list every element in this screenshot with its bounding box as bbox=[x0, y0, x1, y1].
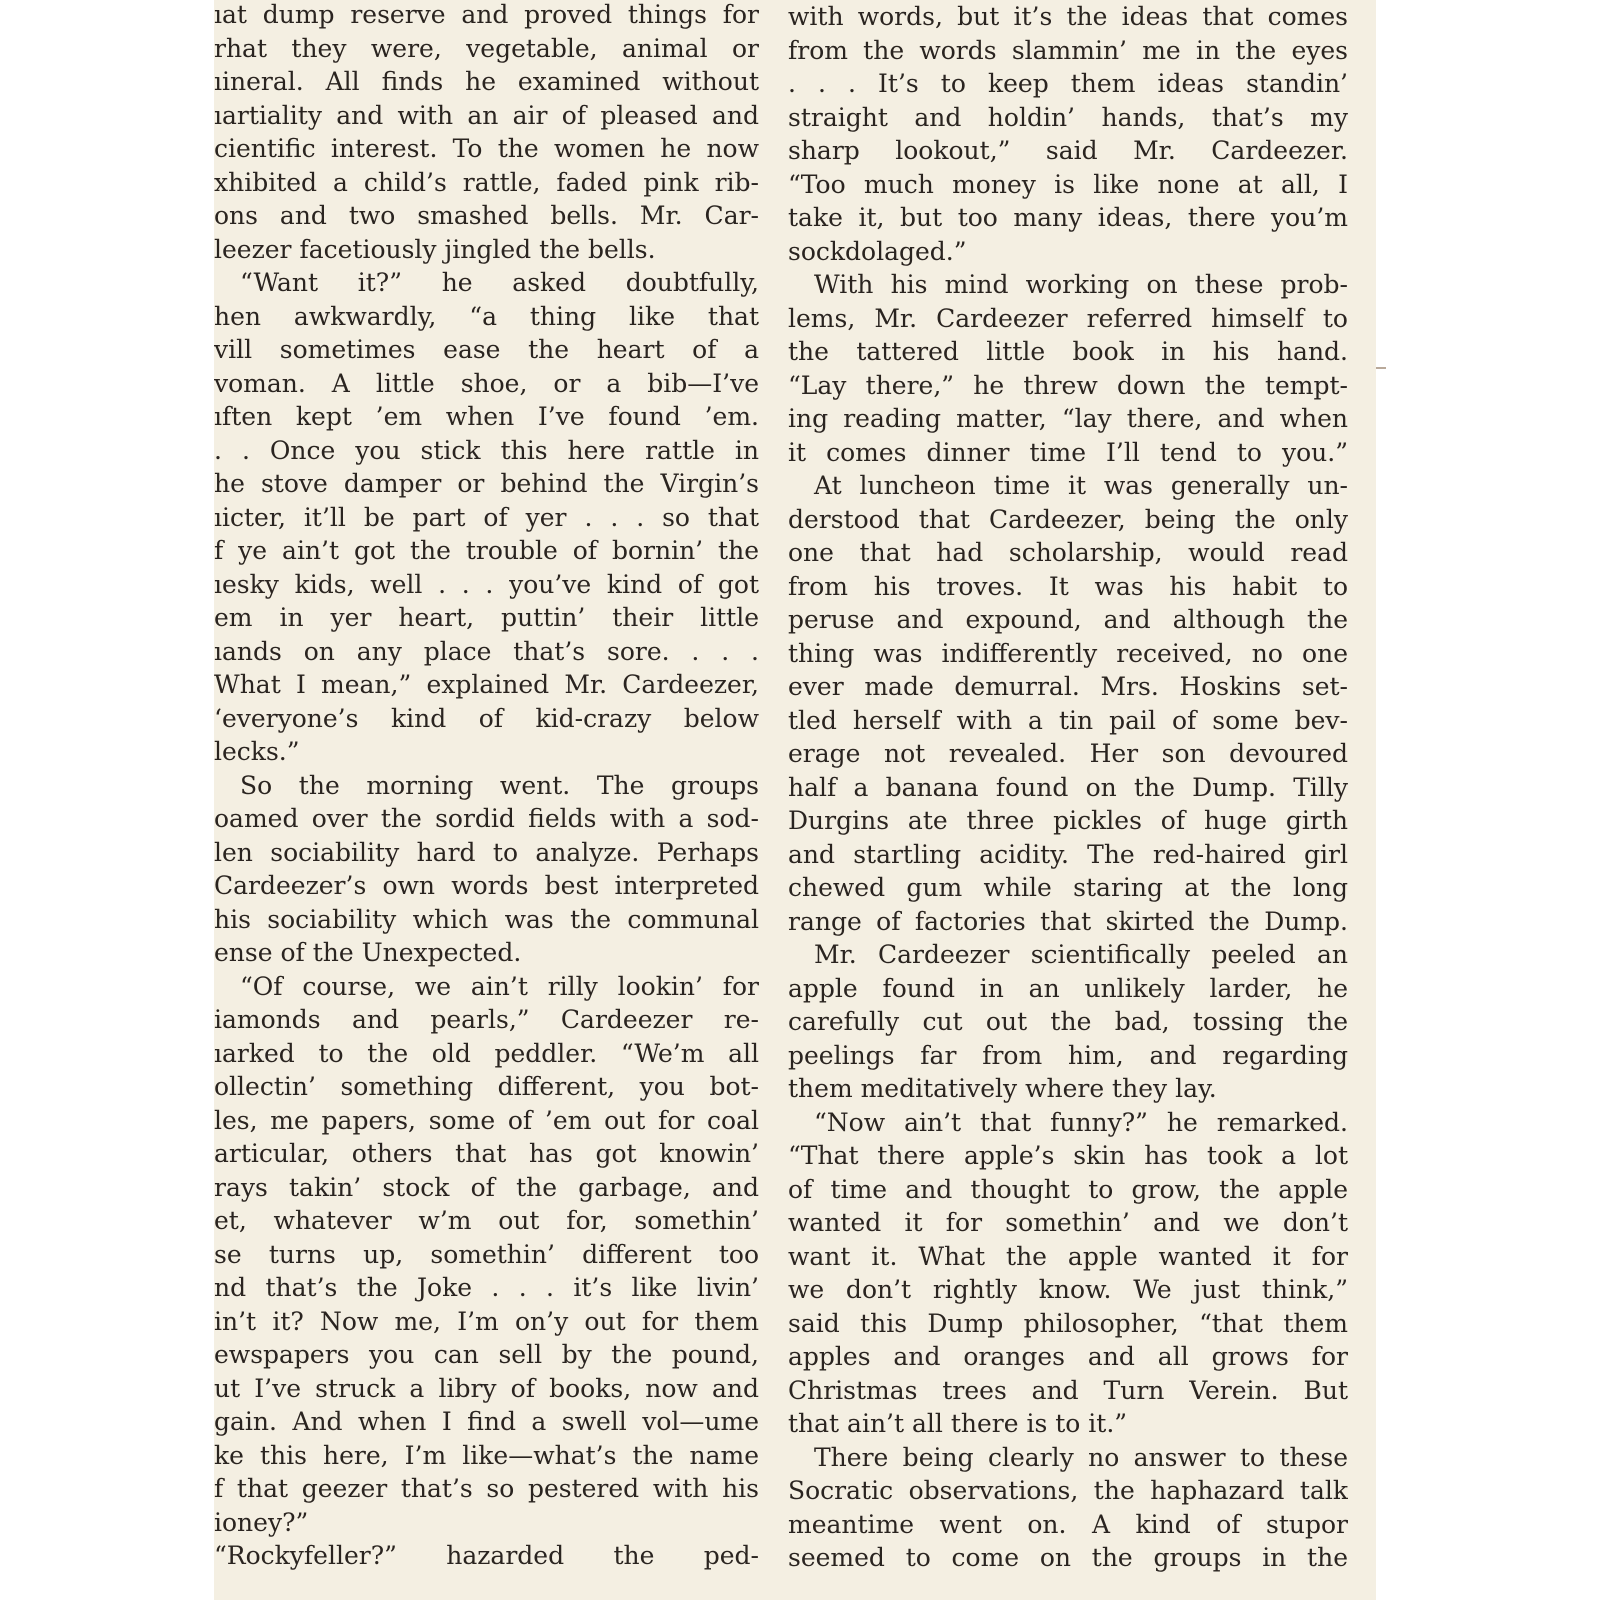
text-line: There being clearly no answer to these bbox=[814, 1442, 1348, 1472]
text-line: ollectin’ something different, you bot- bbox=[214, 1072, 759, 1101]
text-line: Mr. Cardeezer scientifically peeled an bbox=[814, 940, 1348, 969]
text-line: sockdolaged.” bbox=[788, 236, 967, 266]
text-line: that ain’t all there is to it.” bbox=[788, 1409, 1128, 1438]
text-line: lecks.” bbox=[214, 737, 300, 766]
text-line: xhibited a child’s rattle, faded pink rib- bbox=[214, 167, 759, 197]
text-line: With his mind working on these prob- bbox=[814, 270, 1348, 299]
text-line: “Want it?” he asked doubtfully, bbox=[240, 268, 759, 297]
text-line: he stove damper or behind the Virgin’s bbox=[214, 469, 759, 498]
text-line: ‘everyone’s kind of kid-crazy below bbox=[214, 703, 759, 733]
text-line: leezer facetiously jingled the bells. bbox=[214, 234, 656, 264]
text-line: gain. And when I find a swell vol—ume bbox=[214, 1407, 759, 1436]
text-line: nd that’s the Joke . . . it’s like livin’ bbox=[214, 1273, 759, 1302]
text-line: et, whatever w’m out for, somethin’ bbox=[214, 1206, 759, 1235]
text-line: “Of course, we ain’t rilly lookin’ for bbox=[240, 971, 759, 1001]
text-line: from his troves. It was his habit to bbox=[788, 571, 1348, 601]
text-line: range of factories that skirted the Dump. bbox=[788, 906, 1348, 936]
text-line: voman. A little shoe, or a bib—I’ve bbox=[214, 368, 759, 398]
text-line: vill sometimes ease the heart of a bbox=[214, 335, 759, 364]
text-line: iamonds and pearls,” Cardeezer re- bbox=[214, 1005, 759, 1034]
text-line: of time and thought to grow, the apple bbox=[788, 1174, 1348, 1204]
text-line: it comes dinner time I’ll tend to you.” bbox=[788, 437, 1348, 467]
text-line: his sociability which was the communal bbox=[214, 904, 759, 934]
text-line: ıartiality and with an air of pleased and bbox=[214, 100, 759, 130]
text-line: said this Dump philosopher, “that them bbox=[788, 1308, 1348, 1338]
text-line: . . . It’s to keep them ideas standin’ bbox=[788, 69, 1348, 98]
text-line: them meditatively where they lay. bbox=[788, 1074, 1217, 1103]
text-line: ıands on any place that’s sore. . . . bbox=[214, 636, 759, 666]
text-line: oamed over the sordid fields with a sod- bbox=[214, 804, 759, 833]
text-line: len sociability hard to analyze. Perhaps bbox=[214, 837, 759, 867]
text-line: carefully cut out the bad, tossing the bbox=[788, 1007, 1348, 1036]
text-line: Cardeezer’s own words best interpreted bbox=[214, 871, 759, 900]
text-line: meantime went on. A kind of stupor bbox=[788, 1509, 1348, 1539]
text-line: . . Once you stick this here rattle in bbox=[214, 435, 759, 465]
text-line: straight and holdin’ hands, that’s my bbox=[788, 102, 1348, 132]
text-line: lems, Mr. Cardeezer referred himself to bbox=[788, 303, 1348, 333]
text-line: At luncheon time it was generally un- bbox=[814, 471, 1348, 500]
text-line: ıften kept ’em when I’ve found ’em. bbox=[214, 402, 759, 431]
text-line: What I mean,” explained Mr. Cardeezer, bbox=[214, 670, 759, 699]
text-line: ıarked to the old peddler. “We’m all bbox=[214, 1038, 759, 1068]
text-line: apple found in an unlikely larder, he bbox=[788, 973, 1348, 1003]
text-line: ıesky kids, well . . . you’ve kind of got bbox=[214, 569, 759, 599]
text-line: cientific interest. To the women he now bbox=[214, 134, 759, 163]
text-line: ewspapers you can sell by the pound, bbox=[214, 1340, 759, 1369]
text-line: ıineral. All finds he examined without bbox=[214, 67, 759, 96]
text-line: ioney?” bbox=[214, 1507, 309, 1537]
text-line: “Rockyfeller?” hazarded the ped- bbox=[214, 1541, 759, 1570]
text-line: ons and two smashed bells. Mr. Car- bbox=[214, 201, 759, 230]
text-line: “Lay there,” he threw down the tempt- bbox=[788, 370, 1348, 400]
text-line: So the morning went. The groups bbox=[240, 770, 759, 800]
text-line: sharp lookout,” said Mr. Cardeezer. bbox=[788, 136, 1348, 165]
text-line: rhat they were, vegetable, animal or bbox=[214, 33, 759, 63]
text-line: “Too much money is like none at all, I bbox=[788, 169, 1348, 199]
text-line: seemed to come on the groups in the bbox=[788, 1543, 1348, 1572]
text-line: Christmas trees and Turn Verein. But bbox=[788, 1375, 1348, 1405]
text-line: thing was indifferently received, no one bbox=[788, 638, 1348, 668]
text-line: Socratic observations, the haphazard talk bbox=[788, 1476, 1348, 1505]
text-line: rays takin’ stock of the garbage, and bbox=[214, 1172, 759, 1202]
text-line: we don’t rightly know. We just think,” bbox=[788, 1275, 1348, 1304]
text-line: ıat dump reserve and proved things for bbox=[214, 0, 759, 29]
text-line: the tattered little book in his hand. bbox=[788, 337, 1348, 366]
text-line: erage not revealed. Her son devoured bbox=[788, 739, 1348, 768]
text-line: “Now ain’t that funny?” he remarked. bbox=[814, 1107, 1348, 1137]
text-line: in’t it? Now me, I’m on’y out for them bbox=[214, 1306, 759, 1336]
text-line: with words, but it’s the ideas that comes bbox=[788, 2, 1348, 31]
text-line: derstood that Cardeezer, being the only bbox=[788, 504, 1348, 534]
text-line: hen awkwardly, “a thing like that bbox=[214, 301, 759, 331]
text-line: ıicter, it’ll be part of yer . . . so that bbox=[214, 502, 759, 532]
text-line: ense of the Unexpected. bbox=[214, 938, 522, 967]
text-line: apples and oranges and all grows for bbox=[788, 1342, 1348, 1371]
text-line: f ye ain’t got the trouble of bornin’ the bbox=[214, 536, 759, 565]
text-line: chewed gum while staring at the long bbox=[788, 873, 1348, 902]
text-line: and startling acidity. The red-haired girl bbox=[788, 839, 1348, 869]
text-line: take it, but too many ideas, there you’m bbox=[788, 203, 1348, 232]
text-line: tled herself with a tin pail of some bev- bbox=[788, 705, 1348, 735]
text-line: peelings far from him, and regarding bbox=[788, 1040, 1348, 1070]
text-line: from the words slammin’ me in the eyes bbox=[788, 35, 1348, 65]
text-line: les, me papers, some of ’em out for coal bbox=[214, 1105, 759, 1135]
text-line: se turns up, somethin’ different too bbox=[214, 1239, 759, 1269]
text-line: articular, others that has got knowin’ bbox=[214, 1139, 759, 1168]
text-line: one that had scholarship, would read bbox=[788, 538, 1348, 567]
text-line: ing reading matter, “lay there, and when bbox=[788, 404, 1348, 433]
text-line: “That there apple’s skin has took a lot bbox=[788, 1141, 1348, 1170]
text-line: peruse and expound, and although the bbox=[788, 605, 1348, 634]
text-line: ke this here, I’m like—what’s the name bbox=[214, 1440, 759, 1470]
text-line: wanted it for somethin’ and we don’t bbox=[788, 1208, 1348, 1237]
text-line: f that geezer that’s so pestered with his bbox=[214, 1474, 759, 1503]
text-line: want it. What the apple wanted it for bbox=[788, 1241, 1348, 1271]
text-line: em in yer heart, puttin’ their little bbox=[214, 603, 759, 632]
text-line: Durgins ate three pickles of huge girth bbox=[788, 806, 1348, 835]
text-line: half a banana found on the Dump. Tilly bbox=[788, 772, 1348, 802]
margin-mark bbox=[1376, 367, 1386, 369]
text-line: ut I’ve struck a libry of books, now and bbox=[214, 1373, 759, 1403]
text-line: ever made demurral. Mrs. Hoskins set- bbox=[788, 672, 1348, 701]
